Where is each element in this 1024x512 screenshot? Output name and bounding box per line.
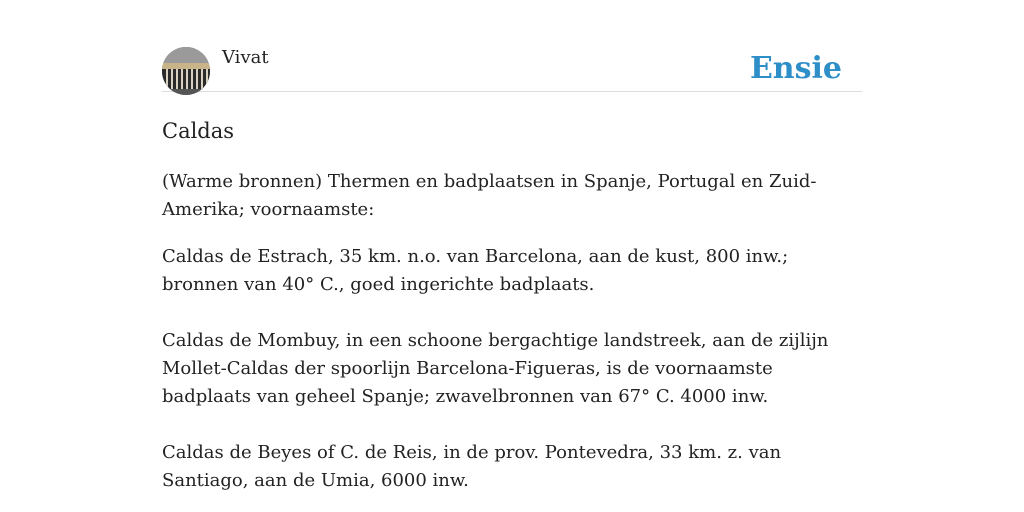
article-page <box>162 0 862 491</box>
library-books-avatar-icon <box>162 47 210 95</box>
article-paragraph-mombuy: Caldas de Mombuy, in een schoone bergachtige landstreek, aan de zijlijn Mollet-Caldas der spoorlijn Barcelona-Figueras, is de voornaamste badplaats van geheel Spanje; zwavelbronnen van 67° C. 4000 inw. <box>162 330 829 407</box>
avatar[interactable] <box>162 47 210 95</box>
article-paragraph-beyes: Caldas de Beyes of C. de Reis, in de prov. Pontevedra, 33 km. z. van Santiago, aan de Umia, 6000 inw. <box>162 442 782 491</box>
brand-logo[interactable]: Ensie <box>749 51 842 86</box>
author-name[interactable]: Vivat <box>222 47 269 68</box>
article-paragraph-estrach: Caldas de Estrach, 35 km. n.o. van Barcelona, aan de kust, 800 inw.; bronnen van 40° C., goed ingerichte badplaats. <box>162 246 789 295</box>
article-paragraph-intro: (Warme bronnen) Thermen en badplaatsen in Spanje, Portugal en Zuid-Amerika; voornaamste: <box>162 171 817 220</box>
page-title: Caldas <box>162 119 235 143</box>
header <box>162 0 862 92</box>
